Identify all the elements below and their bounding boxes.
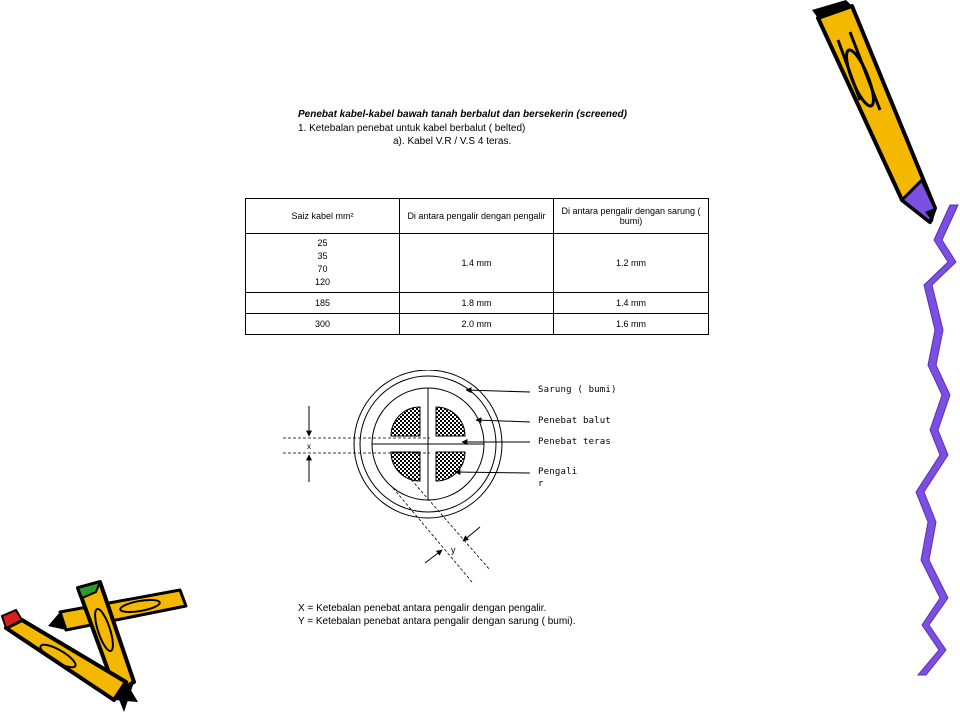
- size-value: 25: [317, 238, 328, 248]
- y-dimension-line-left: [393, 488, 472, 582]
- conductor-top-left: [391, 407, 420, 436]
- y-arrow-right: [425, 550, 442, 563]
- document-title: Penebat kabel-kabel bawah tanah berbalut dan bersekerin (screened): [298, 109, 627, 120]
- size-value: 70: [317, 264, 328, 274]
- footnote-x: X = Ketebalan penebat antara pengalir dengan pengalir.: [298, 603, 547, 614]
- pencil-icon: [48, 590, 186, 630]
- decorative-ribbon: [900, 200, 960, 680]
- thickness-y-cell: 1.4 mm: [554, 293, 709, 314]
- footnote-y: Y = Ketebalan penebat antara pengalir dengan sarung ( bumi).: [298, 616, 576, 627]
- ribbon-shape: [916, 205, 958, 675]
- table-row: [246, 293, 709, 314]
- thickness-y-cell: 1.2 mm: [554, 234, 709, 293]
- conductor-top-right: [436, 407, 465, 436]
- label-conductor-line2: r: [538, 479, 544, 489]
- column-header-conductor-conductor: Di antara pengalir dengan pengalir: [400, 199, 554, 234]
- table-header-row: [246, 199, 709, 234]
- table-row: [246, 234, 709, 293]
- label-core-insulation: Penebat teras: [538, 437, 612, 447]
- pencils-bottom-left: [0, 575, 200, 720]
- size-cell: [246, 234, 400, 293]
- table-row: [246, 314, 709, 335]
- column-header-size: Saiz kabel mm²: [246, 199, 400, 234]
- size-value: 35: [317, 251, 328, 261]
- size-value: 120: [314, 277, 331, 287]
- pencil-icon: [812, 0, 935, 222]
- pencil-top-right: [800, 0, 950, 230]
- column-header-conductor-sheath: Di antara pengalir dengan sarung ( bumi): [554, 199, 709, 234]
- conductor-leader: [455, 472, 530, 473]
- thickness-x-cell: 2.0 mm: [400, 314, 554, 335]
- thickness-x-cell: 1.4 mm: [400, 234, 554, 293]
- section-heading: 1. Ketebalan penebat untuk kabel berbalut ( belted): [298, 123, 526, 134]
- label-sheath: Sarung ( bumi): [538, 385, 617, 395]
- conductor-bottom-right: [436, 452, 465, 481]
- sheath-leader: [466, 390, 530, 392]
- x-label: x: [307, 442, 311, 451]
- cable-cross-section-diagram: [270, 370, 630, 585]
- label-conductor-line1: Pengali: [538, 467, 578, 477]
- thickness-y-cell: 1.6 mm: [554, 314, 709, 335]
- y-arrow-left: [463, 527, 480, 541]
- label-belt-insulation: Penebat balut: [538, 416, 612, 426]
- belt-leader: [476, 420, 530, 422]
- y-label: y: [451, 545, 456, 555]
- insulation-thickness-table: [245, 198, 709, 335]
- size-cell: 185: [246, 293, 400, 314]
- conductor-bottom-left: [391, 452, 420, 481]
- size-cell: 300: [246, 314, 400, 335]
- thickness-x-cell: 1.8 mm: [400, 293, 554, 314]
- subsection-heading: a). Kabel V.R / V.S 4 teras.: [393, 136, 512, 147]
